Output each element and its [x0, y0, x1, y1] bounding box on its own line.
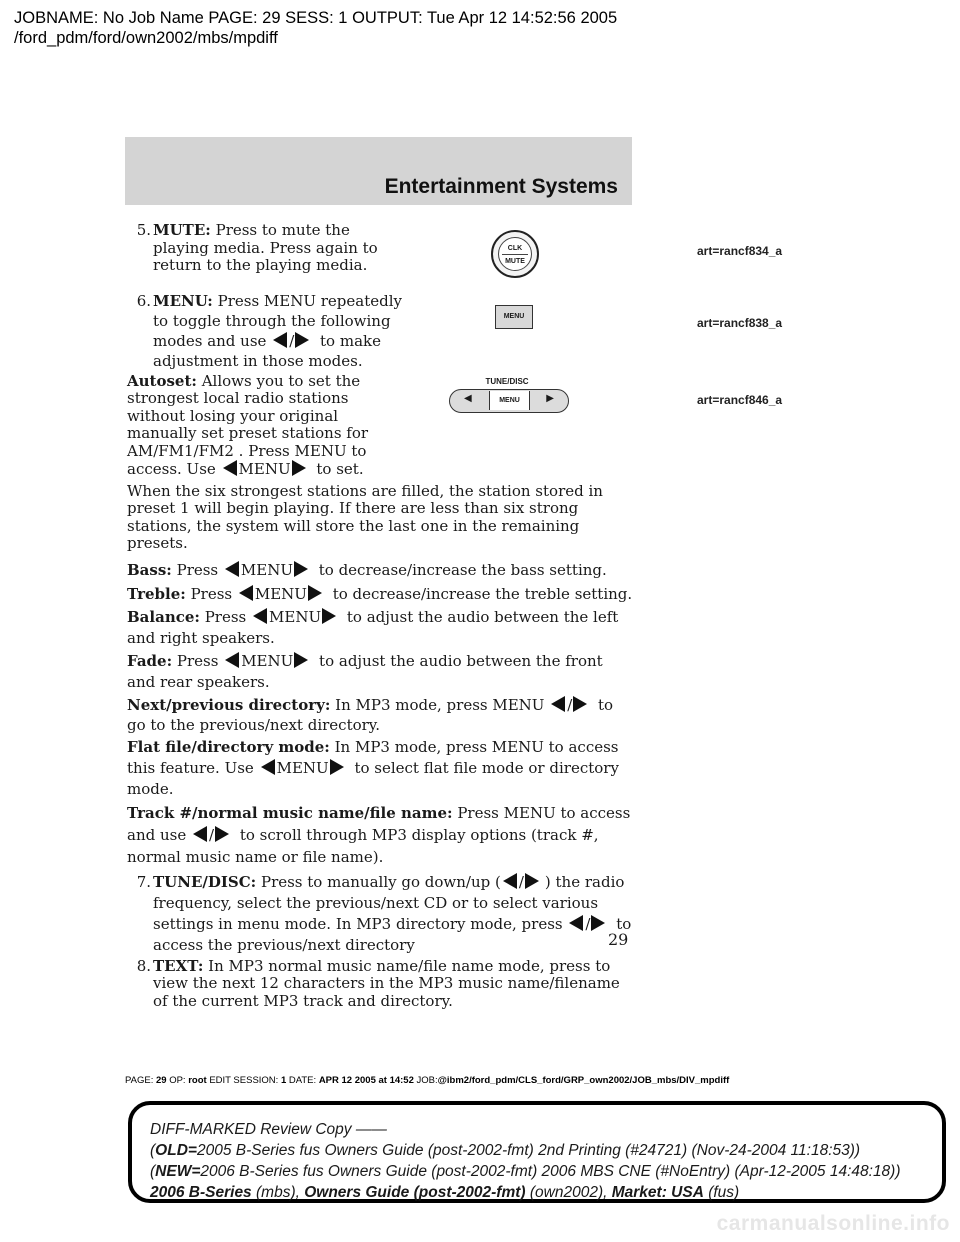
- diff-old-key: OLD=: [155, 1142, 197, 1159]
- left-arrow-icon: [273, 332, 287, 348]
- job-header-line1: JOBNAME: No Job Name PAGE: 29 SESS: 1 OUTPUT: Tue Apr 12 14:52:56 2005: [14, 9, 618, 27]
- art-reference-3: art=rancf846_a: [697, 393, 783, 407]
- left-arrow-icon: [225, 561, 239, 577]
- left-arrow-icon: [225, 652, 239, 668]
- item-term: TUNE/DISC:: [153, 872, 257, 891]
- item-term: MENU:: [153, 291, 213, 310]
- right-arrow-icon: [573, 696, 587, 712]
- tune-disc-label: TUNE/DISC: [485, 377, 529, 386]
- menu-word: MENU: [276, 758, 329, 777]
- next-prev-directory-paragraph: [127, 695, 635, 735]
- left-arrow-icon: [253, 608, 267, 624]
- paren: (: [150, 1163, 156, 1180]
- diff-new-value: 2006 B-Series fus Owners Guide (post-2002-fmt) 2006 MBS CNE (#NoEntry) (Apr-12-2005 14:48:18)): [200, 1163, 901, 1180]
- slash: /: [585, 914, 591, 933]
- job-header-line2: /ford_pdm/ford/own2002/mbs/mpdiff: [14, 29, 278, 47]
- nextprev-text: In MP3 mode, press MENU: [330, 695, 550, 714]
- menu-button-illustration: MENU: [495, 305, 533, 329]
- fade-term: Fade:: [127, 651, 173, 670]
- item-number: 7.: [136, 872, 151, 891]
- treble-term: Treble:: [127, 584, 186, 603]
- diff-old-value: 2005 B-Series fus Owners Guide (post-2002-fmt) 2nd Printing (#24721) (Nov-24-2004 11:18:53)): [196, 1142, 861, 1159]
- right-arrow-icon: [591, 915, 605, 931]
- press-word: Press: [171, 560, 223, 579]
- diff-line1: DIFF-MARKED Review Copy ——: [150, 1121, 387, 1138]
- page-number: 29: [608, 930, 629, 949]
- item-number: 8.: [136, 956, 151, 975]
- menu-word: MENU: [240, 560, 293, 579]
- right-arrow-icon: [322, 608, 336, 624]
- item-menu: [127, 291, 403, 371]
- left-arrow-icon: [503, 873, 517, 889]
- left-arrow-icon: [239, 585, 253, 601]
- left-arrow-icon: [223, 460, 237, 476]
- bass-text: to decrease/increase the bass setting.: [313, 560, 607, 579]
- left-arrow-icon: [569, 915, 583, 931]
- track-term: Track #/normal music name/file name:: [127, 803, 453, 822]
- diff-new-key: NEW=: [155, 1163, 201, 1180]
- footer-job-line: [125, 1075, 729, 1086]
- treble-text: to decrease/increase the treble setting.: [327, 584, 633, 603]
- right-arrow-icon: [525, 873, 539, 889]
- track-text-end: to scroll through MP3 display options (track #, normal music name or file name).: [127, 825, 599, 866]
- item-text: Press MENU repeatedly to toggle through the following modes and use: [153, 291, 403, 350]
- mute-label: MUTE: [505, 258, 525, 265]
- flat-file-paragraph: [127, 737, 635, 800]
- balance-paragraph: [127, 607, 635, 649]
- footer-page: 29: [155, 1075, 167, 1086]
- right-arrow-icon: [308, 585, 322, 601]
- nextprev-text-end: to go to the previous/next directory.: [127, 695, 614, 734]
- right-arrow-icon: [330, 759, 344, 775]
- diff-line4: [150, 1182, 942, 1203]
- menu-word: MENU: [269, 607, 322, 626]
- press-word: Press: [199, 607, 252, 626]
- footer-job-label: JOB:: [416, 1075, 438, 1086]
- flatfile-text-end: to select flat file mode or directory mode.: [127, 758, 619, 798]
- tune-text-mid: ) the radio frequency, select the previous/next CD or to select various settings in menu mode. In MP3 directory mode, press: [153, 872, 625, 933]
- footer-date: APR 12 2005 at 14:52: [318, 1075, 414, 1086]
- tune-text-end: to access the previous/next directory: [153, 914, 632, 954]
- paren: (: [150, 1142, 156, 1159]
- item-text: [127, 958, 635, 1011]
- autoset-text-end: to set.: [311, 460, 364, 478]
- art-reference-1: art=rancf834_a: [697, 244, 783, 258]
- track-name-paragraph: [127, 802, 635, 868]
- diff-model-code: (mbs),: [251, 1184, 305, 1201]
- diff-market-code: (fus): [703, 1184, 740, 1201]
- autoset-term: Autoset:: [127, 371, 197, 390]
- right-arrow-icon: [292, 460, 306, 476]
- bass-paragraph: [127, 559, 635, 581]
- item-number: 5.: [136, 221, 151, 239]
- autoset-text: Allows you to set the strongest local radio stations without losing your original manually set preset stations for AM/FM1/FM2 . Press MENU to access. Use: [127, 371, 369, 478]
- slash: /: [567, 695, 573, 714]
- menu-word: MENU: [254, 584, 307, 603]
- autoset-paragraph: [127, 373, 635, 479]
- footer-date-label: DATE:: [288, 1075, 317, 1086]
- tune-text: Press to manually go down/up (: [256, 872, 501, 891]
- right-arrow-icon: [294, 561, 308, 577]
- item-text: to make adjustment in those modes.: [153, 331, 381, 370]
- press-word: Press: [185, 584, 237, 603]
- watermark: carmanualsonline.info: [716, 1212, 950, 1235]
- item-mute: [127, 222, 403, 275]
- art-reference-2: art=rancf838_a: [697, 316, 783, 330]
- six-stations-paragraph: When the six strongest stations are filled, the station stored in preset 1 will begin playing. If there are less than six strong stations, the system will store the last one in the remaining presets.: [127, 481, 603, 552]
- diff-line3: [150, 1161, 942, 1182]
- section-header-bar: [125, 137, 632, 205]
- tune-right-arrow-icon: ▶: [546, 393, 554, 404]
- diff-line2: [150, 1140, 942, 1161]
- item-tune-disc: [127, 872, 635, 956]
- right-arrow-icon: [295, 332, 309, 348]
- diff-model: 2006 B-Series: [150, 1184, 252, 1201]
- balance-text: to adjust the audio between the left and right speakers.: [127, 607, 619, 647]
- tune-left-arrow-icon: ◀: [464, 393, 472, 404]
- item-term: MUTE:: [153, 221, 211, 239]
- diff-review-box: [128, 1101, 946, 1203]
- item-number: 6.: [136, 291, 151, 310]
- clk-label: CLK: [507, 245, 523, 252]
- treble-paragraph: [127, 583, 635, 605]
- track-text: Press MENU to access and use: [127, 803, 631, 844]
- job-header: [14, 8, 934, 48]
- page-body: [127, 222, 635, 1010]
- tune-menu-label: MENU: [489, 391, 530, 410]
- footer-op: root: [188, 1075, 207, 1086]
- footer-session-label: EDIT SESSION:: [209, 1075, 279, 1086]
- right-arrow-icon: [215, 826, 229, 842]
- menu-word: MENU: [241, 651, 294, 670]
- press-word: Press: [172, 651, 224, 670]
- section-title: Entertainment Systems: [384, 175, 618, 198]
- flatfile-text: In MP3 mode, press MENU to access this feature. Use: [127, 737, 619, 777]
- diff-market-label: Market:: [611, 1184, 672, 1201]
- left-arrow-icon: [193, 826, 207, 842]
- menu-word: MENU: [238, 460, 291, 478]
- footer-job: @ibm2/ford_pdm/CLS_ford/GRP_own2002/JOB_mbs/DIV_mpdiff: [437, 1075, 730, 1086]
- diff-guide-code: (own2002),: [525, 1184, 612, 1201]
- footer-op-label: OP:: [169, 1075, 186, 1086]
- fade-paragraph: [127, 651, 635, 693]
- item-text: Press to mute the playing media. Press again to return to the playing media.: [153, 221, 378, 274]
- left-arrow-icon: [261, 759, 275, 775]
- left-arrow-icon: [551, 696, 565, 712]
- fade-text: to adjust the audio between the front and rear speakers.: [127, 651, 603, 691]
- nextprev-term: Next/previous directory:: [127, 695, 331, 714]
- diff-guide: Owners Guide (post-2002-fmt): [304, 1184, 526, 1201]
- right-arrow-icon: [294, 652, 308, 668]
- text-desc: In MP3 normal music name/file name mode, press to view the next 12 characters in the MP3 music name/filename of the current MP3 track and directory.: [153, 956, 620, 1010]
- balance-term: Balance:: [127, 607, 200, 626]
- bass-term: Bass:: [127, 560, 172, 579]
- footer-page-label: PAGE:: [125, 1075, 154, 1086]
- slash: /: [518, 872, 524, 891]
- slash: /: [208, 825, 215, 844]
- flatfile-term: Flat file/directory mode:: [127, 737, 330, 756]
- item-term: TEXT:: [153, 956, 204, 975]
- slash: /: [289, 331, 295, 350]
- diff-market: USA: [671, 1184, 704, 1201]
- footer-session: 1: [280, 1075, 287, 1086]
